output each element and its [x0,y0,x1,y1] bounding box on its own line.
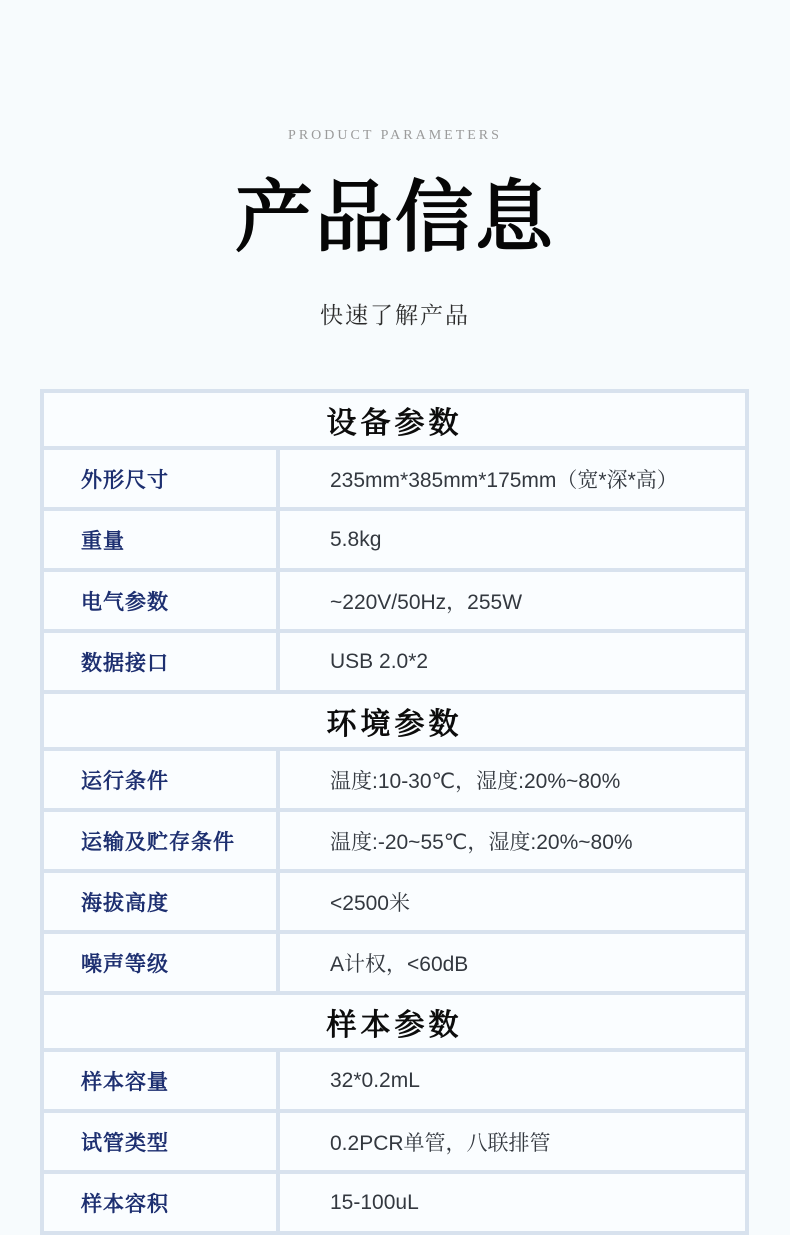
spec-label: 运输及贮存条件 [44,812,276,869]
spec-table [40,389,749,1235]
spec-value: USB 2.0*2 [280,633,745,690]
spec-label: 数据接口 [44,633,276,690]
spec-value: ~220V/50Hz，255W [280,572,745,629]
spec-value: 温度:10-30℃，湿度:20%~80% [280,751,745,808]
eyebrow-text: PRODUCT PARAMETERS [288,128,502,143]
spec-label: 样本容积 [44,1174,276,1231]
spec-value: 0.2PCR单管，八联排管 [280,1113,745,1170]
spec-label: 试管类型 [44,1113,276,1170]
spec-label: 噪声等级 [44,934,276,991]
page-subtitle: 快速了解产品 [320,302,470,328]
page-title: 产品信息 [234,174,555,261]
spec-label: 样本容量 [44,1052,276,1109]
spec-label: 外形尺寸 [44,450,276,507]
spec-value: 15-100uL [280,1174,745,1231]
spec-value: <2500米 [280,873,745,930]
spec-label: 运行条件 [44,751,276,808]
section-header: 环境参数 [44,694,745,747]
spec-value: 32*0.2mL [280,1052,745,1109]
spec-value: 温度:-20~55℃，湿度:20%~80% [280,812,745,869]
spec-label: 海拔高度 [44,873,276,930]
spec-value: A计权，<60dB [280,934,745,991]
spec-value: 235mm*385mm*175mm（宽*深*高） [280,450,745,507]
spec-label: 电气参数 [44,572,276,629]
spec-value: 5.8kg [280,511,745,568]
section-header: 样本参数 [44,995,745,1048]
section-header: 设备参数 [44,393,745,446]
spec-label: 重量 [44,511,276,568]
